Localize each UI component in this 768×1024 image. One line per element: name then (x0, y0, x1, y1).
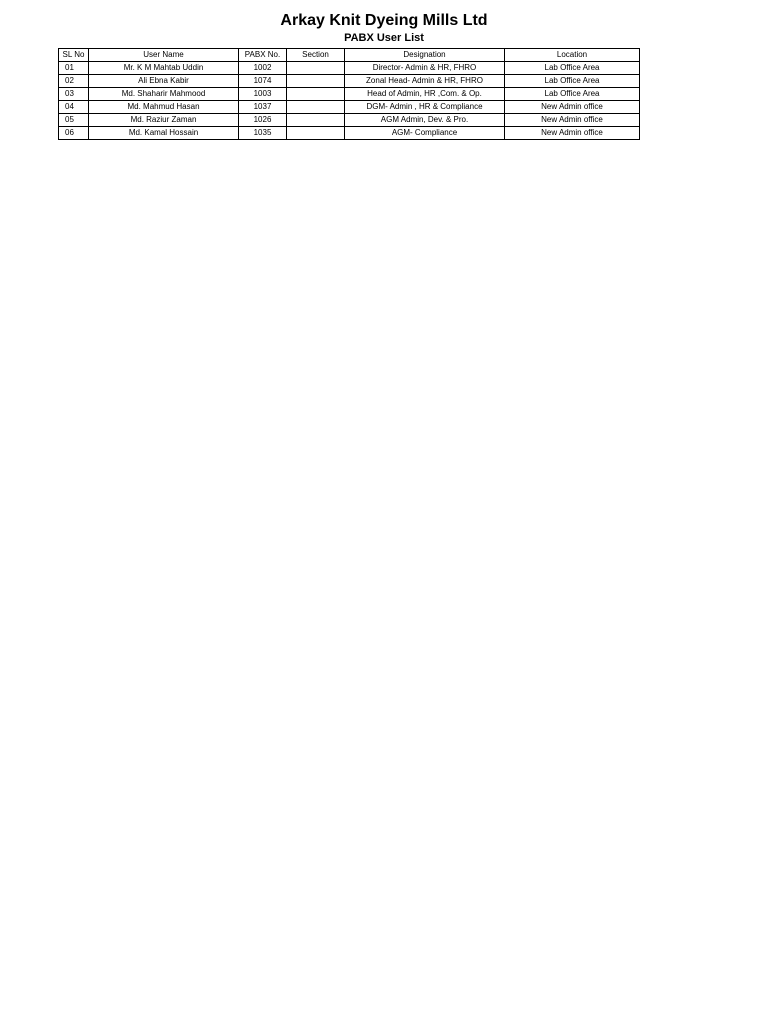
cell-user-name: Mr. K M Mahtab Uddin (89, 62, 239, 75)
header-section: Section (287, 49, 345, 62)
cell-section (287, 101, 345, 114)
cell-user-name: Md. Shaharir Mahmood (89, 88, 239, 101)
cell-section (287, 114, 345, 127)
pabx-user-table (58, 48, 640, 140)
cell-location: Lab Office Area (505, 88, 640, 101)
cell-pabx-no: 1003 (239, 88, 287, 101)
cell-location: New Admin office (505, 114, 640, 127)
cell-location: Lab Office Area (505, 75, 640, 88)
cell-user-name: Ali Ebna Kabir (89, 75, 239, 88)
document-title: Arkay Knit Dyeing Mills Ltd (280, 12, 488, 29)
header-location: Location (505, 49, 640, 62)
cell-pabx-no: 1074 (239, 75, 287, 88)
cell-section (287, 75, 345, 88)
cell-location: Lab Office Area (505, 62, 640, 75)
cell-designation: AGM Admin, Dev. & Pro. (345, 114, 505, 127)
cell-section (287, 88, 345, 101)
cell-designation: Zonal Head- Admin & HR, FHRO (345, 75, 505, 88)
cell-designation: DGM- Admin , HR & Compliance (345, 101, 505, 114)
table-row (59, 75, 640, 88)
cell-sl-no: 03 (59, 88, 89, 101)
cell-user-name: Md. Mahmud Hasan (89, 101, 239, 114)
cell-section (287, 62, 345, 75)
table-row (59, 101, 640, 114)
table-row (59, 88, 640, 101)
header-user-name: User Name (89, 49, 239, 62)
table-body (59, 62, 640, 140)
table-row (59, 62, 640, 75)
cell-pabx-no: 1035 (239, 127, 287, 140)
cell-user-name: Md. Raziur Zaman (89, 114, 239, 127)
table-row (59, 114, 640, 127)
header-sl-no: SL No (59, 49, 89, 62)
document-subtitle: PABX User List (344, 32, 424, 44)
cell-section (287, 127, 345, 140)
cell-pabx-no: 1026 (239, 114, 287, 127)
cell-sl-no: 04 (59, 101, 89, 114)
cell-sl-no: 01 (59, 62, 89, 75)
cell-designation: AGM- Compliance (345, 127, 505, 140)
table-row (59, 127, 640, 140)
cell-user-name: Md. Kamal Hossain (89, 127, 239, 140)
header-designation: Designation (345, 49, 505, 62)
cell-designation: Director- Admin & HR, FHRO (345, 62, 505, 75)
cell-location: New Admin office (505, 127, 640, 140)
cell-pabx-no: 1037 (239, 101, 287, 114)
cell-location: New Admin office (505, 101, 640, 114)
cell-designation: Head of Admin, HR ,Com. & Op. (345, 88, 505, 101)
cell-sl-no: 02 (59, 75, 89, 88)
cell-sl-no: 05 (59, 114, 89, 127)
cell-sl-no: 06 (59, 127, 89, 140)
cell-pabx-no: 1002 (239, 62, 287, 75)
header-pabx-no: PABX No. (239, 49, 287, 62)
table-header-row (59, 49, 640, 62)
